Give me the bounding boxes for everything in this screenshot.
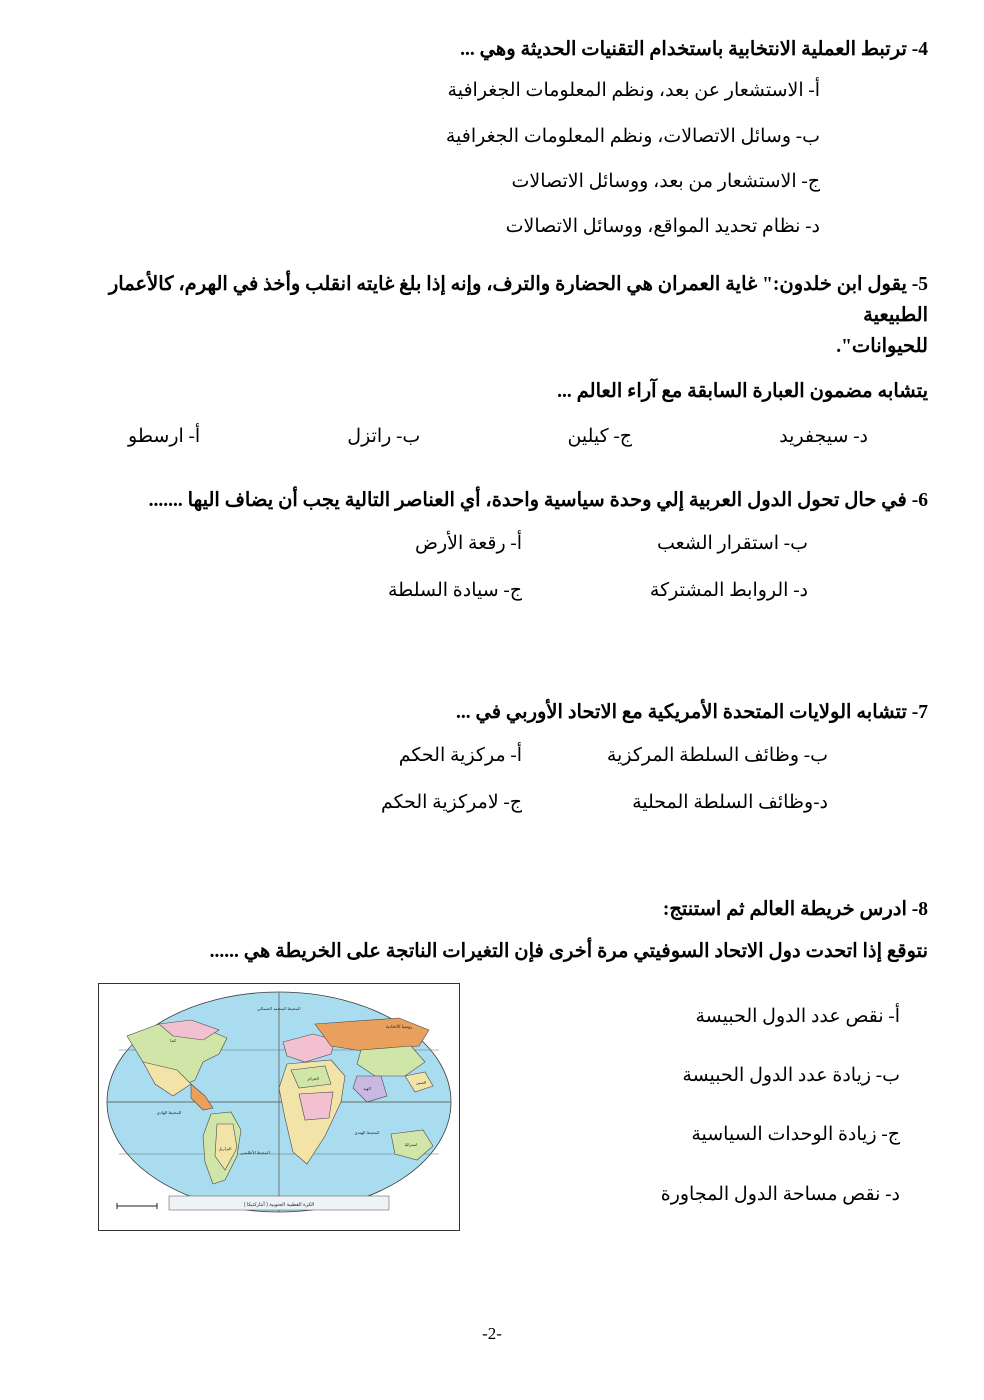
svg-text:المحيط الهندي: المحيط الهندي [354, 1129, 380, 1135]
option-d[interactable]: د- نقص مساحة الدول المجاورة [660, 1183, 900, 1205]
question-stem: 6- في حال تحول الدول العربية إلي وحدة سياسية واحدة، أي العناصر التالية يجب أن يضاف اليها ....... [148, 489, 928, 511]
option-c[interactable]: ج- سيادة السلطة [387, 580, 522, 602]
spacer [56, 613, 928, 671]
option-c[interactable]: ج- زيادة الوحدات السياسية [691, 1124, 900, 1146]
option-d[interactable]: د-وظائف السلطة المحلية [632, 792, 828, 814]
question-q7 [56, 697, 928, 819]
question-q8 [56, 894, 928, 1238]
option-b[interactable]: ب- زيادة عدد الدول الحبيسة [682, 1065, 900, 1087]
question-stem-line-2: للحيوانات". [836, 335, 928, 357]
page-number: -2- [482, 1324, 502, 1343]
options-grid [56, 528, 928, 607]
option-a[interactable]: أ- الاستشعار عن بعد، ونظم المعلومات الجغرافية [447, 80, 820, 102]
option-d[interactable]: د- الروابط المشتركة [649, 580, 808, 602]
svg-text:استراليا: استراليا [404, 1141, 418, 1147]
options-list [661, 983, 928, 1238]
spacer [56, 257, 928, 269]
question-q5 [56, 269, 928, 453]
option-c[interactable]: ج- الاستشعار من بعد، ووسائل الاتصالات [511, 170, 820, 192]
option-a[interactable]: أ- ارسطو [128, 426, 201, 448]
question-stem: 7- تتشابه الولايات المتحدة الأمريكية مع الاتحاد الأوربي في ... [455, 701, 928, 723]
spacer [56, 882, 928, 894]
option-c[interactable]: ج- لامركزية الحكم [380, 792, 522, 814]
option-a[interactable]: أ- رقعة الأرض [415, 532, 522, 554]
question-q4 [56, 34, 928, 243]
svg-text:البرازيل: البرازيل [218, 1145, 232, 1151]
spacer [56, 824, 928, 882]
world-map-figure [98, 983, 460, 1231]
svg-text:الهند: الهند [363, 1085, 371, 1091]
svg-text:كندا: كندا [169, 1037, 177, 1043]
svg-text:المحيط الهادي: المحيط الهادي [156, 1109, 182, 1115]
svg-text:المحيط المتجمد الشمالي: المحيط المتجمد الشمالي [257, 1005, 301, 1011]
spacer [56, 671, 928, 697]
svg-text:الجزائر: الجزائر [307, 1075, 319, 1081]
options-row [56, 421, 928, 452]
map-caption: الكرة القطبية الجنوبية ( أنتاركتيكا ) [243, 1201, 315, 1208]
option-a[interactable]: أ- نقص عدد الدول الحبيسة [695, 1005, 900, 1027]
option-b[interactable]: ب- وظائف السلطة المركزية [606, 744, 828, 766]
option-b[interactable]: ب- وسائل الاتصالات، ونظم المعلومات الجغرافية [445, 125, 820, 147]
option-a[interactable]: أ- مركزية الحكم [398, 744, 522, 766]
svg-text:روسيا الاتحادية: روسيا الاتحادية [385, 1023, 413, 1029]
map-and-options [56, 983, 928, 1238]
option-d[interactable]: د- سيجفريد [779, 426, 868, 448]
spacer [56, 459, 928, 485]
options-list [56, 75, 928, 242]
options-grid [56, 740, 928, 819]
question-sub-stem: نتوقع إذا اتحدت دول الاتحاد السوفيتي مرة أخرى فإن التغيرات الناتجة على الخريطة هي ...... [209, 940, 928, 962]
question-stem: 4- ترتبط العملية الانتخابية باستخدام التقنيات الحديثة وهي ... [460, 39, 928, 60]
svg-text:المحيط الأطلسي: المحيط الأطلسي [240, 1149, 270, 1155]
option-c[interactable]: ج- كيلين [567, 426, 633, 448]
question-sub-stem: يتشابه مضمون العبارة السابقة مع آراء العالم ... [557, 381, 928, 403]
svg-text:الصين: الصين [415, 1079, 427, 1085]
question-stem-line-1: 5- يقول ابن خلدون:" غاية العمران هي الحضارة والترف، وإنه إذا بلغ غايته انقلب وأخذ في الهرم، كالأعمار الطبيعية [108, 273, 928, 326]
question-stem: 8- ادرس خريطة العالم ثم استنتج: [662, 899, 928, 921]
option-b[interactable]: ب- استقرار الشعب [656, 532, 808, 554]
question-q6 [56, 485, 928, 607]
option-b[interactable]: ب- راتزل [347, 426, 421, 448]
option-d[interactable]: د- نظام تحديد المواقع، ووسائل الاتصالات [505, 216, 820, 238]
world-map-svg [99, 984, 459, 1230]
